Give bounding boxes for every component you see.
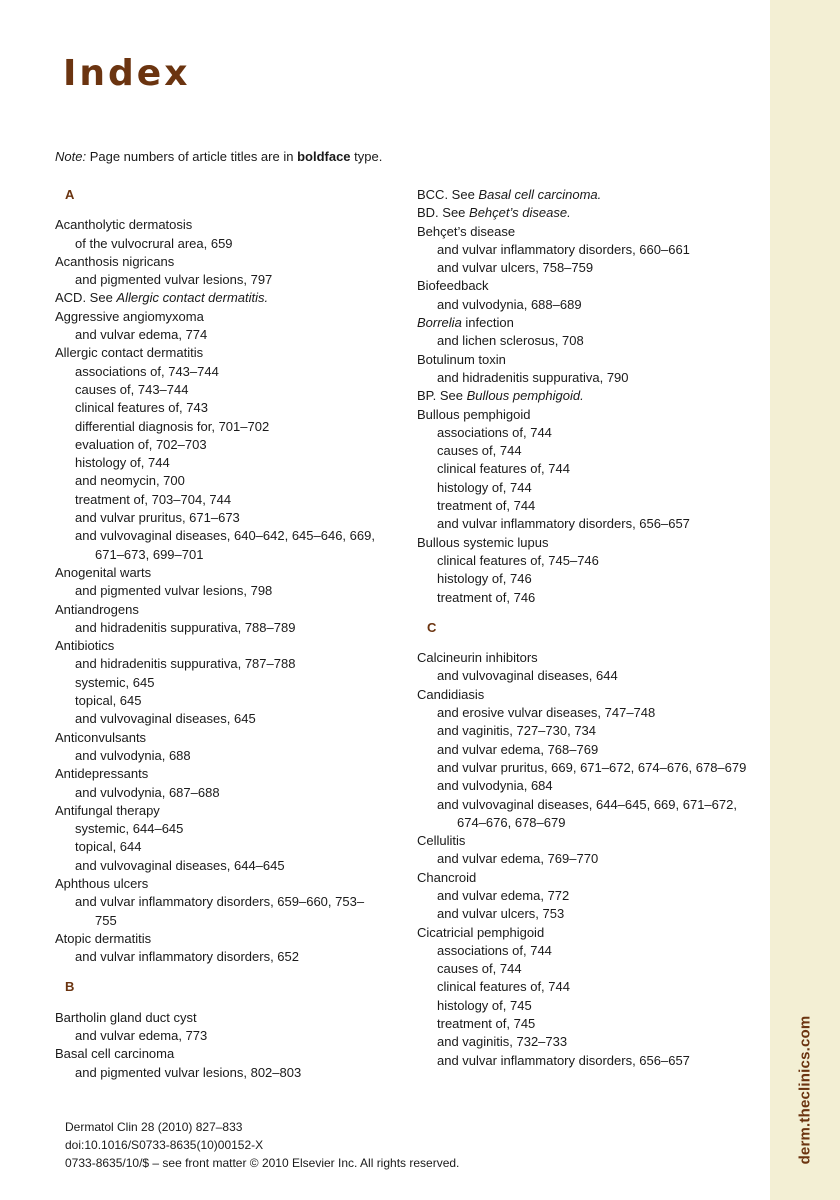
index-entry — [55, 637, 385, 655]
entry-text: Acantholytic dermatosis — [55, 217, 193, 233]
index-entry — [417, 869, 762, 887]
entry-text: and vulvar inflammatory disorders, 652 — [75, 949, 299, 965]
entry-text: and pigmented vulvar lesions, 802–803 — [75, 1064, 302, 1080]
entry-text: Chancroid — [417, 869, 477, 885]
index-subentry — [417, 241, 762, 259]
entry-text: Allergic contact dermatitis — [55, 345, 204, 361]
index-subentry — [417, 332, 762, 350]
index-subentry — [417, 570, 762, 588]
index-column-left — [55, 186, 385, 1082]
entry-text: Acanthosis nigricans — [55, 253, 175, 269]
entry-text: and vulvodynia, 688–689 — [437, 296, 582, 312]
entry-text: and pigmented vulvar lesions, 797 — [75, 272, 273, 288]
index-subentry — [417, 1052, 762, 1070]
index-entry — [55, 289, 385, 307]
entry-text: treatment of, 746 — [437, 589, 536, 605]
section-spacer — [417, 607, 762, 619]
index-entry — [417, 351, 762, 369]
index-subentry — [417, 552, 762, 570]
entry-text: Antifungal therapy — [55, 802, 160, 818]
index-entry — [417, 223, 762, 241]
index-subentry — [417, 796, 762, 833]
entry-text: BP. See — [417, 388, 467, 404]
entry-text: histology of, 744 — [75, 455, 170, 471]
entry-text: and vulvar edema, 768–769 — [437, 741, 599, 757]
page-title: Index — [63, 53, 191, 94]
see-reference: Allergic contact dermatitis. — [116, 290, 269, 306]
see-reference: Basal cell carcinoma. — [478, 187, 602, 202]
entry-text: Anticonvulsants — [55, 729, 147, 745]
index-subentry — [417, 722, 762, 740]
note-text-after: type. — [350, 149, 383, 164]
index-subentry — [55, 655, 385, 673]
entry-text: and erosive vulvar diseases, 747–748 — [437, 705, 656, 721]
entry-text: and pigmented vulvar lesions, 798 — [75, 583, 273, 599]
entry-text: treatment of, 744 — [437, 498, 536, 514]
entry-text: clinical features of, 744 — [437, 979, 570, 995]
entry-text: and vaginitis, 727–730, 734 — [437, 723, 597, 739]
index-subentry — [417, 997, 762, 1015]
entry-text: Cicatricial pemphigoid — [417, 924, 545, 940]
entry-text: and vulvar pruritus, 671–673 — [75, 510, 240, 526]
index-entry — [55, 930, 385, 948]
entry-text: histology of, 745 — [437, 997, 532, 1013]
entry-text: evaluation of, 702–703 — [75, 436, 207, 452]
entry-text: Bartholin gland duct cyst — [55, 1009, 197, 1025]
index-subentry — [417, 1015, 762, 1033]
index-subentry — [55, 747, 385, 765]
entry-text: Calcineurin inhibitors — [417, 650, 538, 666]
entry-text: and vulvodynia, 684 — [437, 778, 553, 794]
footer-citation: Dermatol Clin 28 (2010) 827–833 — [65, 1120, 243, 1134]
index-subentry — [55, 381, 385, 399]
index-entry — [55, 729, 385, 747]
index-entry — [55, 1045, 385, 1063]
index-subentry — [417, 960, 762, 978]
index-subentry — [55, 692, 385, 710]
note-bold-word: boldface — [297, 149, 351, 164]
index-subentry — [55, 674, 385, 692]
index-subentry — [417, 667, 762, 685]
entry-text: and vulvovaginal diseases, 645 — [75, 711, 256, 727]
entry-text: Botulinum toxin — [417, 351, 506, 367]
index-subentry — [55, 893, 385, 930]
index-entry — [417, 534, 762, 552]
entry-text: and vaginitis, 732–733 — [437, 1034, 568, 1050]
index-entry — [417, 314, 762, 332]
index-subentry — [417, 1033, 762, 1051]
index-subentry — [55, 326, 385, 344]
entry-text: clinical features of, 745–746 — [437, 552, 599, 568]
entry-text: Antiandrogens — [55, 601, 139, 617]
index-column-right — [417, 186, 762, 1070]
entry-text: Aphthous ulcers — [55, 875, 149, 891]
index-section-letter: B — [65, 979, 75, 995]
entry-text: clinical features of, 743 — [75, 400, 208, 416]
index-subentry — [55, 619, 385, 637]
index-subentry — [417, 942, 762, 960]
entry-text: histology of, 746 — [437, 571, 532, 587]
index-entry — [417, 387, 762, 405]
index-entry — [55, 253, 385, 271]
index-subentry — [55, 710, 385, 728]
entry-text: and vulvar ulcers, 758–759 — [437, 260, 594, 276]
entry-text: Basal cell carcinoma — [55, 1046, 175, 1062]
index-entry — [55, 344, 385, 362]
entry-text: and vulvar inflammatory disorders, 656–657 — [437, 516, 690, 532]
journal-url: derm.theclinics.com — [796, 1015, 814, 1165]
entry-text: and vulvar inflammatory disorders, 656–657 — [437, 1052, 690, 1068]
see-reference: Behçet’s disease. — [469, 205, 571, 221]
entry-text: and hidradenitis suppurativa, 788–789 — [75, 619, 296, 635]
index-subentry — [417, 259, 762, 277]
entry-text: and vulvar edema, 772 — [437, 887, 570, 903]
index-subentry — [55, 436, 385, 454]
index-entry — [55, 601, 385, 619]
entry-text: and hidradenitis suppurativa, 790 — [437, 369, 629, 385]
entry-text: and vulvar edema, 773 — [75, 1028, 208, 1044]
entry-italic-lead: Borrelia — [417, 315, 462, 331]
index-subentry — [417, 296, 762, 314]
index-subentry — [417, 905, 762, 923]
entry-text: Bullous pemphigoid — [417, 406, 531, 422]
entry-text: Aggressive angiomyxoma — [55, 308, 204, 324]
index-subentry — [55, 472, 385, 490]
entry-text: Bullous systemic lupus — [417, 534, 549, 550]
entry-text: associations of, 744 — [437, 942, 552, 958]
index-subentry — [417, 497, 762, 515]
index-subentry — [417, 850, 762, 868]
index-entry — [55, 1009, 385, 1027]
index-subentry — [55, 582, 385, 600]
index-subentry — [55, 399, 385, 417]
index-subentry — [55, 1064, 385, 1082]
entry-text: Atopic dermatitis — [55, 930, 152, 946]
entry-text: and vulvar inflammatory disorders, 659–660, 753–755 — [75, 894, 365, 928]
entry-text: systemic, 644–645 — [75, 821, 184, 837]
index-subentry — [417, 887, 762, 905]
entry-text: Cellulitis — [417, 833, 466, 849]
entry-text: Anogenital warts — [55, 564, 152, 580]
index-entry — [55, 802, 385, 820]
page-footer — [65, 1118, 459, 1172]
index-subentry — [55, 418, 385, 436]
index-entry — [417, 204, 762, 222]
entry-text: Antidepressants — [55, 766, 149, 782]
entry-text: ACD. See — [55, 290, 117, 306]
entry-text: causes of, 743–744 — [75, 381, 189, 397]
entry-text: Candidiasis — [417, 686, 485, 702]
entry-text: and vulvovaginal diseases, 640–642, 645–646, 669, 671–673, 699–701 — [75, 528, 375, 562]
entry-text: histology of, 744 — [437, 479, 532, 495]
entry-text: and vulvar pruritus, 669, 671–672, 674–676, 678–679 — [437, 759, 747, 775]
entry-text: and hidradenitis suppurativa, 787–788 — [75, 656, 296, 672]
entry-text: systemic, 645 — [75, 674, 155, 690]
entry-text: associations of, 744 — [437, 424, 552, 440]
entry-text: topical, 645 — [75, 693, 142, 709]
index-entry — [55, 875, 385, 893]
entry-text: of the vulvocrural area, 659 — [75, 235, 233, 251]
entry-text: Antibiotics — [55, 638, 115, 654]
index-subentry — [417, 369, 762, 387]
index-subentry — [417, 704, 762, 722]
index-entry — [417, 406, 762, 424]
index-subentry — [55, 527, 385, 564]
index-section-letter: C — [427, 619, 437, 635]
index-subentry — [417, 589, 762, 607]
entry-text: and vulvar edema, 774 — [75, 327, 208, 343]
entry-text: and vulvar ulcers, 753 — [437, 906, 565, 922]
entry-text: Biofeedback — [417, 278, 489, 294]
entry-text: topical, 644 — [75, 839, 142, 855]
index-subentry — [55, 235, 385, 253]
index-entry — [417, 924, 762, 942]
index-entry — [55, 564, 385, 582]
entry-text: and vulvodynia, 687–688 — [75, 784, 220, 800]
see-reference: Bullous pemphigoid. — [466, 388, 584, 404]
index-subentry — [417, 777, 762, 795]
index-subentry — [417, 741, 762, 759]
index-entry — [417, 277, 762, 295]
index-entry — [417, 832, 762, 850]
entry-text: associations of, 743–744 — [75, 363, 219, 379]
index-entry — [417, 649, 762, 667]
note-text-before: Page numbers of article titles are in — [86, 149, 298, 164]
index-subentry — [55, 509, 385, 527]
index-subentry — [417, 460, 762, 478]
section-spacer — [55, 966, 385, 978]
index-entry — [55, 308, 385, 326]
entry-text: infection — [461, 315, 514, 331]
index-subentry — [55, 454, 385, 472]
entry-text: and vulvovaginal diseases, 644 — [437, 668, 618, 684]
entry-text: and vulvodynia, 688 — [75, 747, 191, 763]
index-subentry — [417, 442, 762, 460]
index-subentry — [55, 271, 385, 289]
index-entry — [55, 216, 385, 234]
index-subentry — [417, 479, 762, 497]
footer-rights: 0733-8635/10/$ – see front matter © 2010 Elsevier Inc. All rights reserved. — [65, 1156, 460, 1170]
entry-text: BCC. See — [417, 187, 479, 202]
entry-text: treatment of, 745 — [437, 1016, 536, 1032]
index-subentry — [55, 1027, 385, 1045]
index-subentry — [417, 759, 762, 777]
index-entry — [55, 765, 385, 783]
index-subentry — [55, 784, 385, 802]
footer-doi: doi:10.1016/S0733-8635(10)00152-X — [65, 1138, 264, 1152]
index-subentry — [55, 857, 385, 875]
entry-text: differential diagnosis for, 701–702 — [75, 418, 270, 434]
entry-text: causes of, 744 — [437, 443, 522, 459]
entry-text: and vulvovaginal diseases, 644–645, 669, 671–672, 674–676, 678–679 — [437, 796, 737, 830]
entry-text: BD. See — [417, 205, 470, 221]
entry-text: clinical features of, 744 — [437, 461, 570, 477]
index-section-letter: A — [65, 187, 75, 202]
entry-text: and vulvovaginal diseases, 644–645 — [75, 857, 285, 873]
index-entry — [417, 686, 762, 704]
entry-text: and vulvar edema, 769–770 — [437, 851, 599, 867]
index-subentry — [55, 948, 385, 966]
entry-text: and lichen sclerosus, 708 — [437, 333, 584, 349]
index-subentry — [55, 820, 385, 838]
index-subentry — [417, 424, 762, 442]
index-subentry — [55, 363, 385, 381]
index-subentry — [55, 838, 385, 856]
index-note — [55, 148, 382, 166]
note-label: Note: — [55, 149, 87, 164]
index-subentry — [417, 978, 762, 996]
index-subentry — [417, 515, 762, 533]
entry-text: causes of, 744 — [437, 961, 522, 977]
entry-text: Behçet’s disease — [417, 223, 516, 239]
entry-text: treatment of, 703–704, 744 — [75, 491, 232, 507]
index-subentry — [55, 491, 385, 509]
entry-text: and neomycin, 700 — [75, 473, 185, 489]
entry-text: and vulvar inflammatory disorders, 660–661 — [437, 241, 690, 257]
index-entry — [417, 186, 762, 204]
